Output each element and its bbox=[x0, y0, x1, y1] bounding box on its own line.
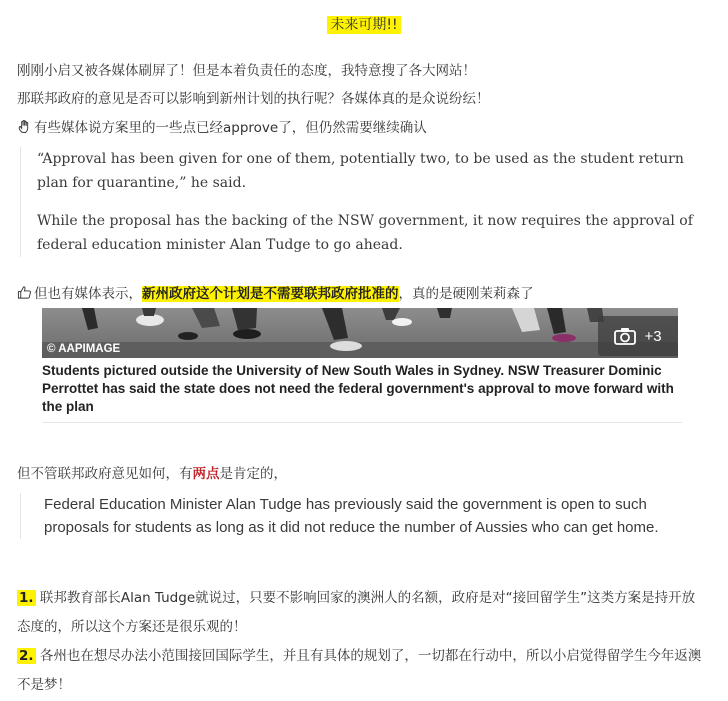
news-photo[interactable] bbox=[42, 308, 678, 358]
gallery-button[interactable] bbox=[598, 316, 678, 356]
gallery-count: +3 bbox=[644, 327, 662, 345]
point-1 bbox=[17, 584, 707, 642]
quote1-paragraph-1: “Approval has been given for one of them, potentially two, to be used as the student return plan for quarantine,” he said. bbox=[37, 151, 684, 191]
photo-caption: Students pictured outside the University of New South Wales in Sydney. NSW Treasurer Dominic Perrottet has said the state does not need the federal government's approval to move forward with the plan bbox=[42, 362, 682, 423]
point-2 bbox=[17, 642, 707, 700]
quote1-paragraph-2: While the proposal has the backing of the NSW government, it now requires the approval of federal education minister Alan Tudge to go ahead. bbox=[37, 213, 693, 253]
thumbs-line-after: ，真的是硬刚茉莉森了 bbox=[398, 286, 534, 302]
english-quote-block-1 bbox=[20, 147, 697, 257]
point-1-number: 1. bbox=[19, 590, 34, 606]
camera-icon bbox=[614, 327, 636, 345]
conclusion-highlight: 两点 bbox=[192, 466, 220, 482]
intro-line-3 bbox=[17, 117, 427, 139]
conclusion-after: 是肯定的， bbox=[219, 466, 287, 482]
thumbs-line-highlight: 新州政府这个计划是不需要联邦政府批准的 bbox=[142, 286, 399, 302]
crowd-legs-illustration bbox=[42, 308, 678, 358]
point-1-text: 联邦教育部长Alan Tudge就说过，只要不影响回家的澳洲人的名额，政府是对“接回留学生”这类方案是持开放态度的，所以这个方案还是很乐观的！ bbox=[17, 590, 696, 635]
intro-line-2: 那联邦政府的意见是否可以影响到新州计划的执行呢？各媒体真的是众说纷纭！ bbox=[17, 91, 490, 107]
point-2-text: 各州也在想尽办法小范围接回国际学生，并且有具体的规划了，一切都在行动中，所以小启觉得留学生今年返澳不是梦！ bbox=[17, 648, 702, 693]
headline-text: 未来可期!! bbox=[327, 16, 400, 34]
point-2-number: 2. bbox=[19, 648, 34, 664]
headline bbox=[0, 14, 728, 34]
raised-hand-icon bbox=[17, 119, 32, 134]
intro-line-1: 刚刚小启又被各媒体刷屏了！但是本着负责任的态度，我特意搜了各大网站！ bbox=[17, 63, 476, 79]
english-quote-block-2: Federal Education Minister Alan Tudge has previously said the government is open to such proposals for students as long as it did not reduce the number of Aussies who can get home. bbox=[20, 493, 714, 539]
thumbs-line-before: 但也有媒体表示， bbox=[34, 286, 142, 302]
thumbs-line bbox=[17, 283, 534, 305]
conclusion-before: 但不管联邦政府意见如何，有 bbox=[17, 466, 193, 482]
conclusion-line bbox=[17, 463, 287, 485]
photo-credit: © AAPIMAGE bbox=[47, 343, 121, 355]
thumbs-up-icon bbox=[17, 285, 32, 300]
intro-line-3-text: 有些媒体说方案里的一些点已经approve了，但仍然需要继续确认 bbox=[34, 120, 427, 136]
